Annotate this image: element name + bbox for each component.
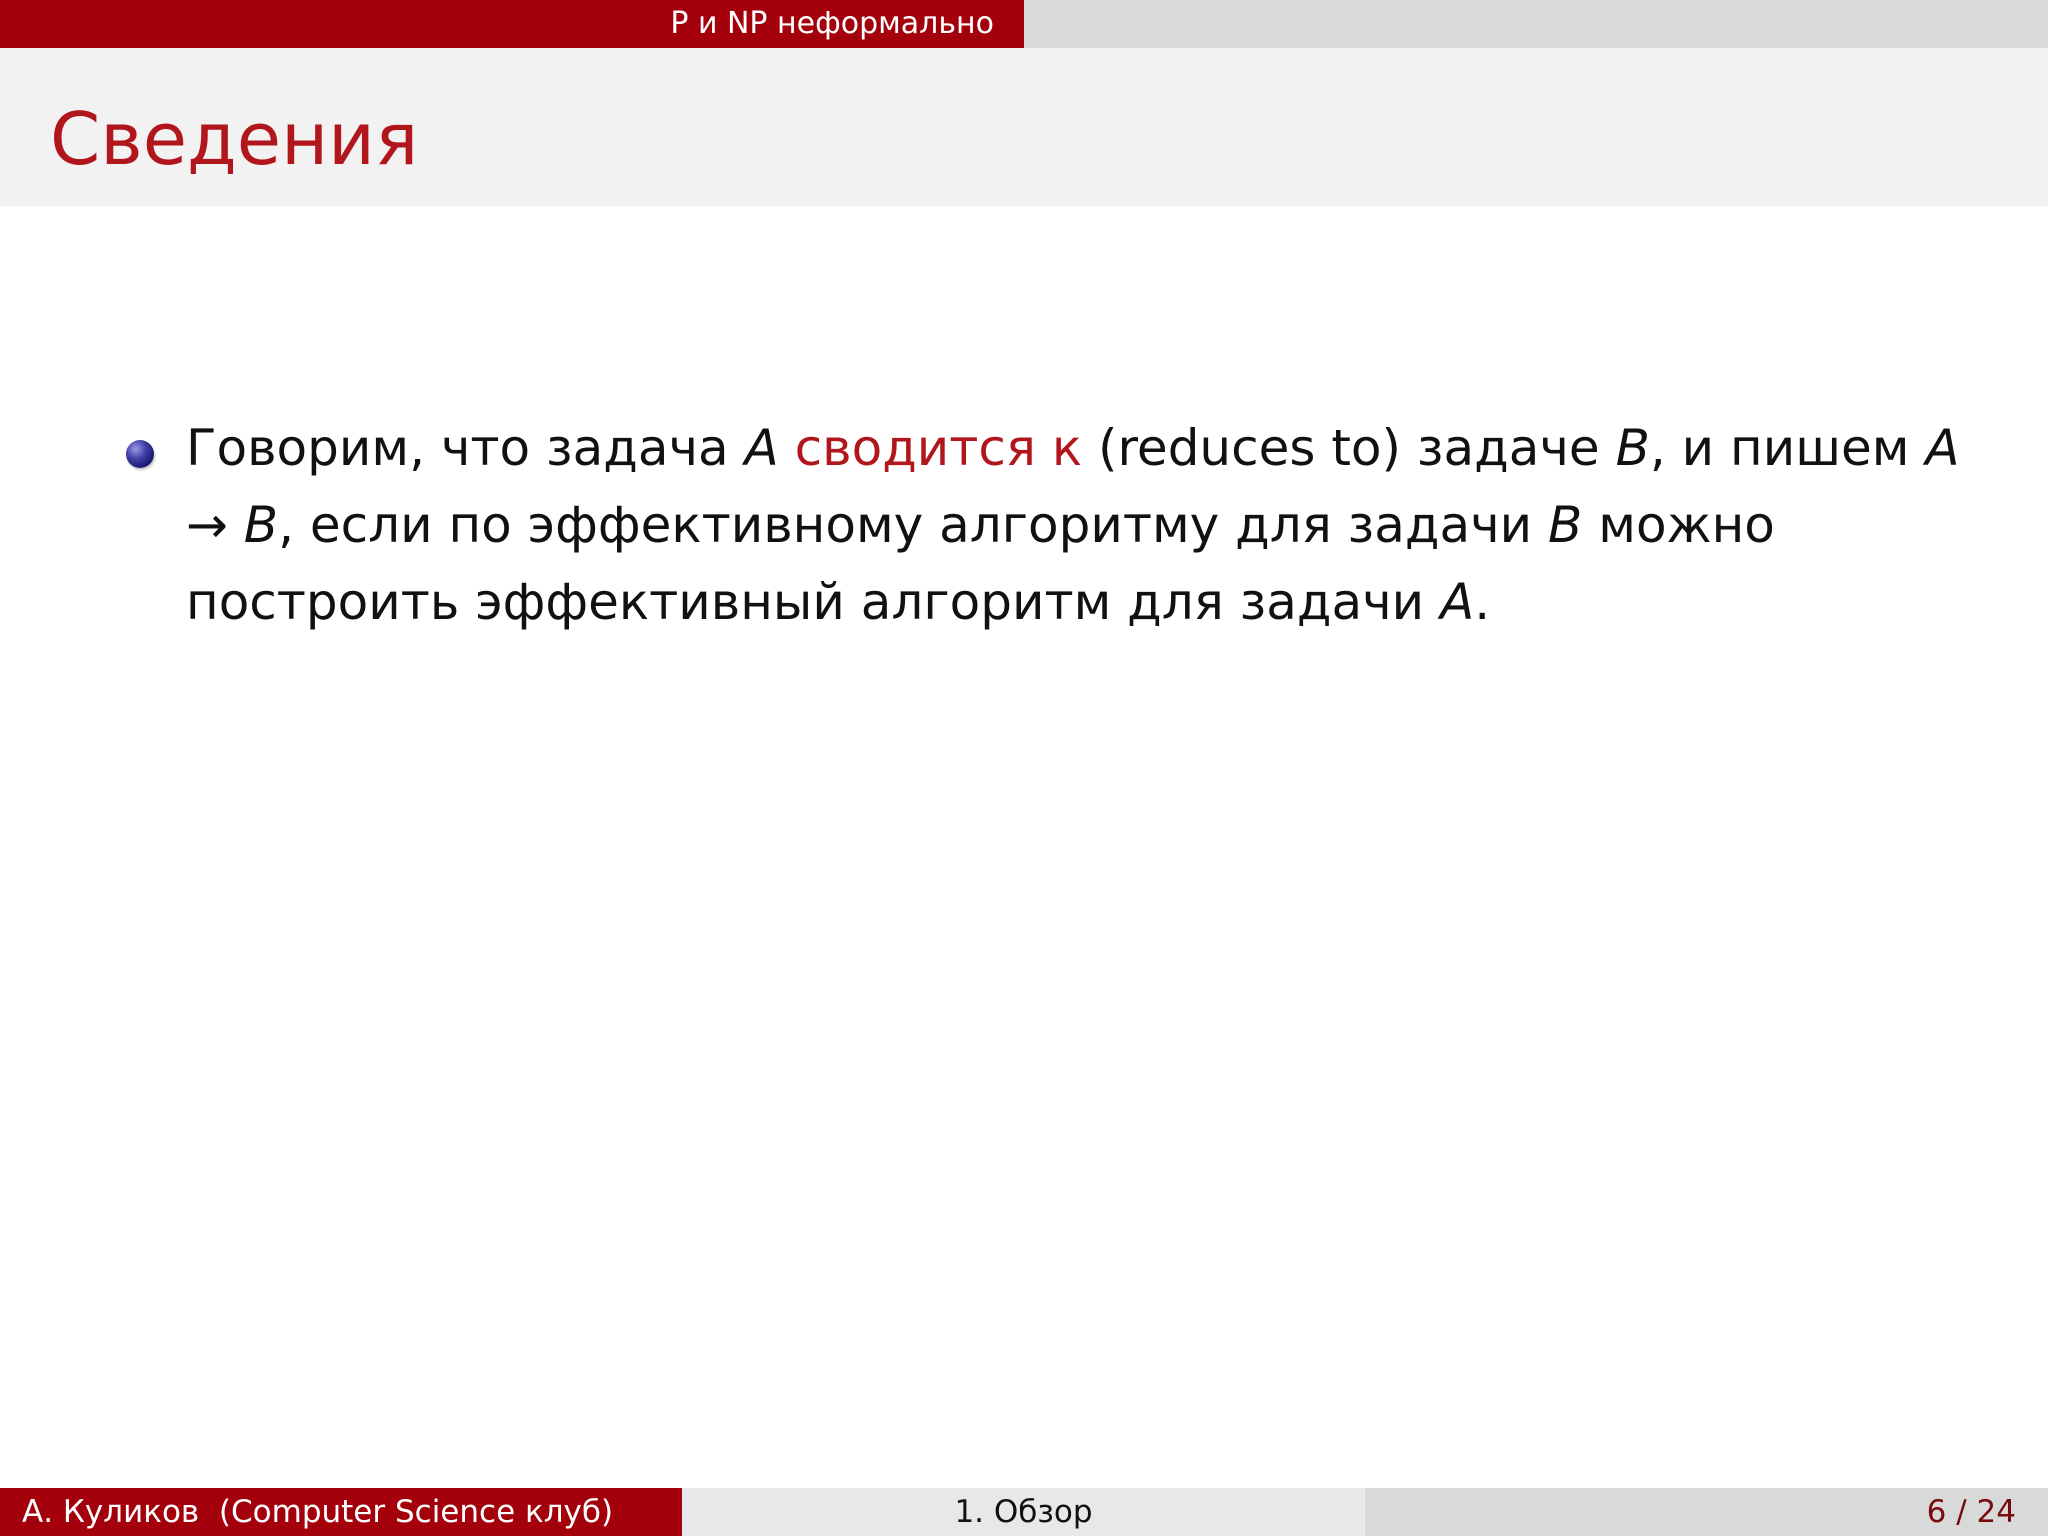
math-arrow: → bbox=[186, 496, 244, 554]
footer-author: А. Куликов bbox=[22, 1494, 200, 1530]
math-b: B bbox=[1548, 496, 1583, 554]
math-b: B bbox=[1615, 419, 1650, 477]
footer-institute: (Computer Science клуб) bbox=[218, 1494, 614, 1530]
bullet-text-4: , и пишем bbox=[1649, 419, 1926, 477]
bullet-text-3: (reduces to) задаче bbox=[1082, 419, 1616, 477]
bullet-text-1: Говорим, что задача bbox=[186, 419, 745, 477]
math-a: A bbox=[1925, 419, 1960, 477]
footer-author-block[interactable] bbox=[0, 1488, 682, 1536]
bullet-ball-icon bbox=[126, 440, 154, 468]
footer-page-number: 6 / 24 bbox=[1365, 1488, 2048, 1536]
bullet-text-7: . bbox=[1474, 573, 1491, 631]
slide-content bbox=[124, 410, 1984, 641]
bullet-text-6: можно построить эффективный алгоритм для задачи bbox=[186, 496, 1775, 631]
alert-term: сводится к bbox=[794, 419, 1083, 477]
bullet-text-5: , если по эффективному алгоритму для задачи bbox=[278, 496, 1549, 554]
math-b: B bbox=[243, 496, 279, 554]
footer-section[interactable]: 1. Обзор bbox=[682, 1488, 1365, 1536]
bullet-text-2 bbox=[779, 419, 795, 477]
bullet-item bbox=[124, 410, 1984, 641]
frame-title: Сведения bbox=[50, 97, 419, 181]
math-a: A bbox=[744, 419, 779, 477]
header-bar bbox=[0, 0, 2048, 48]
math-a: A bbox=[1440, 573, 1475, 631]
header-right-strip bbox=[1024, 0, 2048, 48]
footer-bar bbox=[0, 1488, 2048, 1536]
header-section-title[interactable]: P и NP неформально bbox=[0, 0, 1024, 48]
